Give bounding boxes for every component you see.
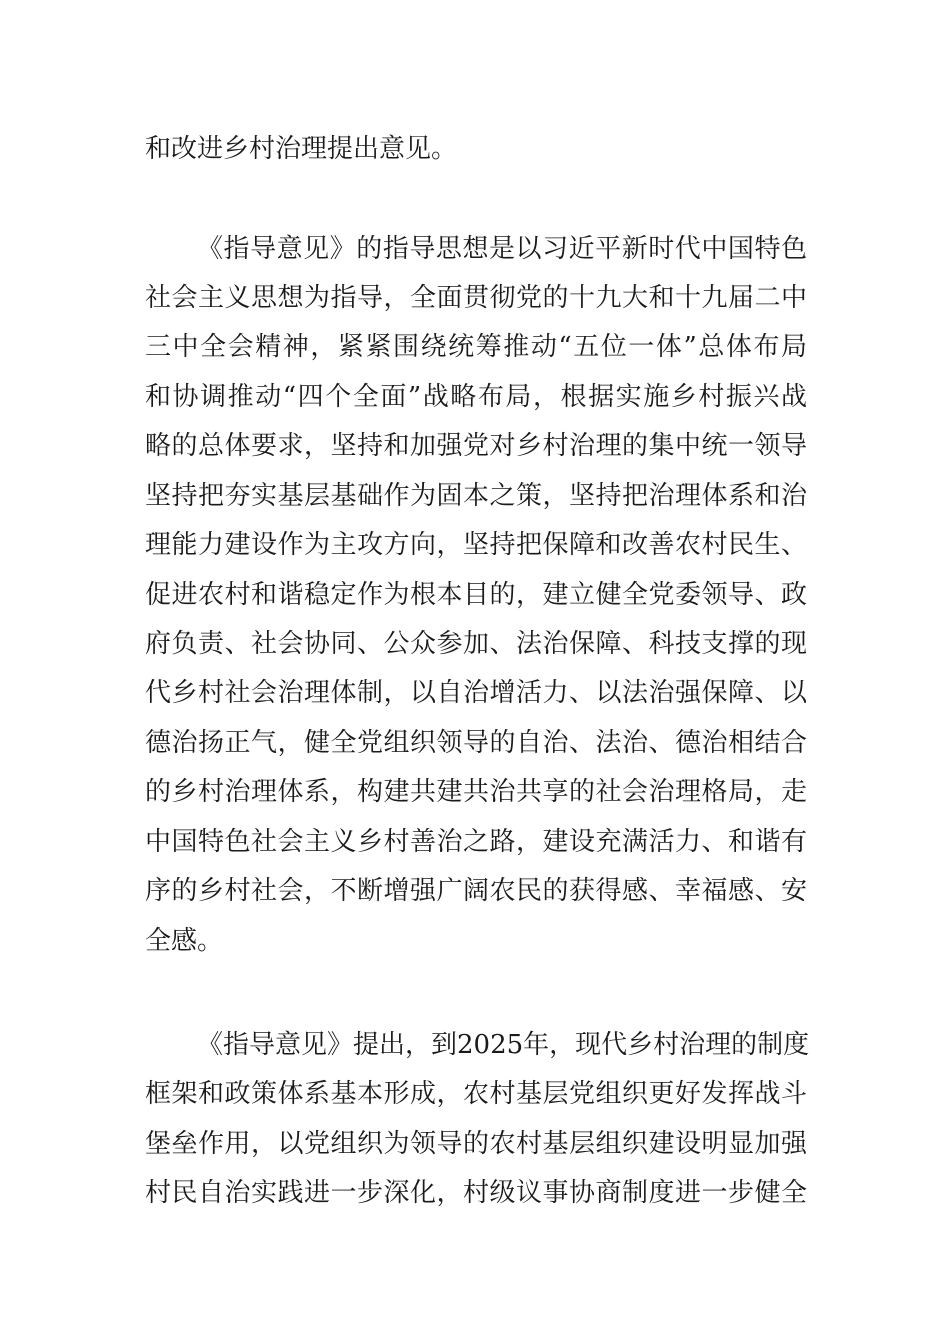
paragraph-3-line-1: 《指导意见》提出，到2025年，现代乡村治理的制度 <box>197 1030 810 1060</box>
paragraph-2-line-12: 的乡村治理体系，构建共建共治共享的社会治理格局，走 <box>145 777 807 807</box>
paragraph-2-line-10: 代乡村社会治理体制，以自治增活力、以法治强保障、以 <box>145 678 807 708</box>
paragraph-3-line-4: 村民自治实践进一步深化，村级议事协商制度进一步健全 <box>145 1178 807 1208</box>
paragraph-2-line-15: 全感。 <box>145 926 224 956</box>
paragraph-2-line-3: 三中全会精神，紧紧围绕统筹推动“五位一体”总体布局 <box>145 332 807 362</box>
paragraph-2-line-14: 序的乡村社会，不断增强广阔农民的获得感、幸福感、安 <box>145 876 807 906</box>
paragraph-1-line-1: 和改进乡村治理提出意见。 <box>145 134 458 164</box>
paragraph-2-line-9: 府负责、社会协同、公众参加、法治保障、科技支撑的现 <box>145 629 807 659</box>
paragraph-3-line-2: 框架和政策体系基本形成，农村基层党组织更好发挥战斗 <box>145 1079 807 1109</box>
paragraph-2-line-5: 略的总体要求，坚持和加强党对乡村治理的集中统一领导 <box>145 431 807 461</box>
paragraph-2-line-1: 《指导意见》的指导思想是以习近平新时代中国特色 <box>197 234 807 264</box>
paragraph-2-line-11: 德治扬正气，健全党组织领导的自治、法治、德治相结合 <box>145 728 807 758</box>
paragraph-2-line-2: 社会主义思想为指导，全面贯彻党的十九大和十九届二中 <box>145 283 807 313</box>
paragraph-2-line-6: 坚持把夯实基层基础作为固本之策，坚持把治理体系和治 <box>145 481 807 511</box>
paragraph-2-line-8: 促进农村和谐稳定作为根本目的，建立健全党委领导、政 <box>145 580 807 610</box>
paragraph-2-line-4: 和协调推动“四个全面”战略布局，根据实施乡村振兴战 <box>145 382 807 412</box>
paragraph-2-line-7: 理能力建设作为主攻方向，坚持把保障和改善农村民生、 <box>145 530 807 560</box>
paragraph-2-line-13: 中国特色社会主义乡村善治之路，建设充满活力、和谐有 <box>145 827 807 857</box>
paragraph-3-line-3: 堡垒作用，以党组织为领导的农村基层组织建设明显加强 <box>145 1129 807 1159</box>
